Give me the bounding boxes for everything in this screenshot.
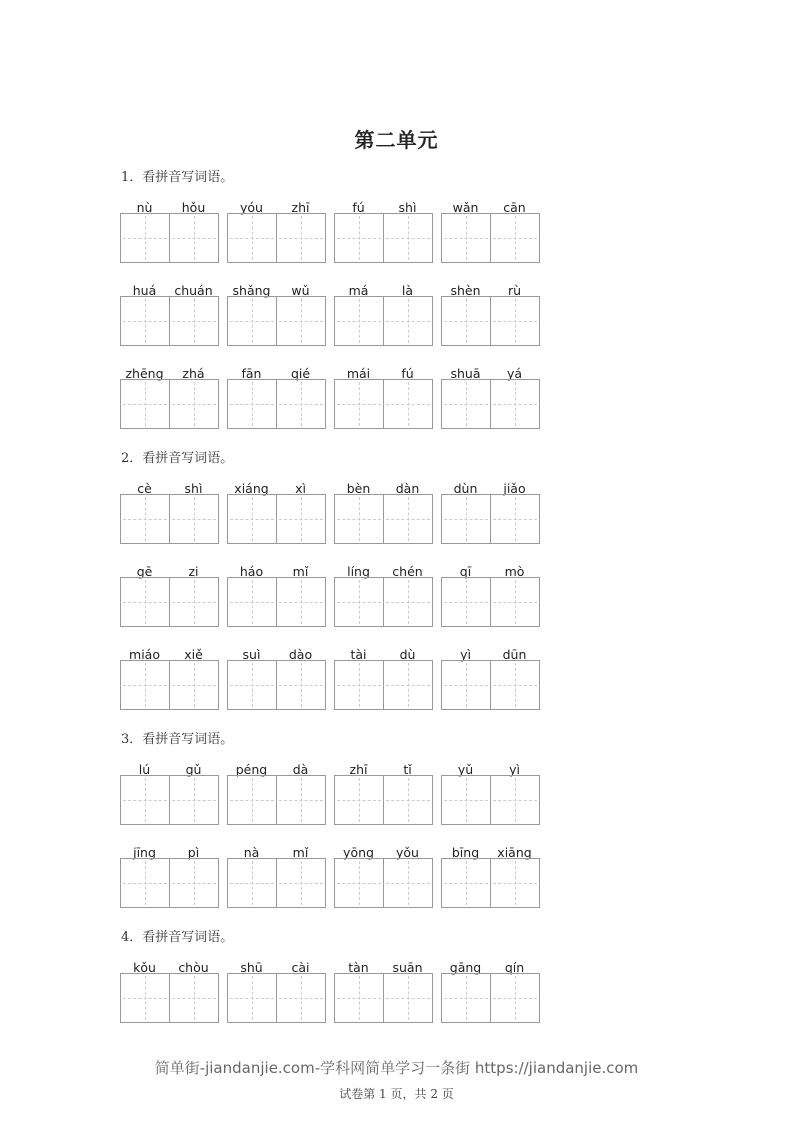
pinyin-label: hǒu: [181, 200, 206, 215]
writing-grid: [441, 660, 540, 710]
pinyin-label: dào: [288, 647, 313, 662]
writing-grid: [334, 379, 433, 429]
tian-zi-ge-cell[interactable]: [228, 776, 276, 824]
writing-grid: [334, 973, 433, 1023]
pinyin-label: bèn: [346, 481, 371, 496]
tian-zi-ge-cell[interactable]: [335, 297, 383, 345]
tian-zi-ge-cell[interactable]: [276, 859, 325, 907]
word-group: [227, 845, 325, 907]
tian-zi-ge-cell[interactable]: [335, 380, 383, 428]
word-group: [227, 960, 325, 1022]
tian-zi-ge-cell[interactable]: [169, 297, 218, 345]
tian-zi-ge-cell[interactable]: [169, 214, 218, 262]
pinyin-row: [120, 481, 540, 543]
word-group: [120, 960, 218, 1022]
pinyin-label: mǐ: [292, 845, 309, 860]
word-group: [441, 647, 539, 709]
word-group: [441, 200, 539, 262]
tian-zi-ge-cell[interactable]: [169, 578, 218, 626]
writing-grid: [441, 296, 540, 346]
writing-grid: [227, 296, 326, 346]
tian-zi-ge-cell[interactable]: [169, 661, 218, 709]
pinyin-label: yì: [509, 762, 520, 777]
tian-zi-ge-cell[interactable]: [383, 297, 432, 345]
tian-zi-ge-cell[interactable]: [276, 495, 325, 543]
tian-zi-ge-cell[interactable]: [121, 380, 169, 428]
tian-zi-ge-cell[interactable]: [121, 495, 169, 543]
writing-grid: [441, 213, 540, 263]
pinyin-label: zhá: [182, 366, 205, 381]
writing-grid: [227, 494, 326, 544]
pinyin-label: huá: [132, 283, 157, 298]
pinyin-label: yá: [506, 366, 523, 381]
word-group: [227, 564, 325, 626]
writing-grid: [441, 775, 540, 825]
pinyin-label: xiáng: [234, 481, 269, 496]
word-group: [120, 762, 218, 824]
writing-grid: [334, 296, 433, 346]
writing-grid: [334, 494, 433, 544]
tian-zi-ge-cell[interactable]: [383, 661, 432, 709]
tian-zi-ge-cell[interactable]: [383, 214, 432, 262]
word-group: [334, 283, 432, 345]
tian-zi-ge-cell[interactable]: [490, 578, 539, 626]
writing-grid: [227, 775, 326, 825]
writing-grid: [334, 213, 433, 263]
word-group: [441, 845, 539, 907]
tian-zi-ge-cell[interactable]: [228, 974, 276, 1022]
writing-grid: [227, 577, 326, 627]
tian-zi-ge-cell[interactable]: [335, 859, 383, 907]
tian-zi-ge-cell[interactable]: [276, 297, 325, 345]
tian-zi-ge-cell[interactable]: [276, 578, 325, 626]
tian-zi-ge-cell[interactable]: [276, 214, 325, 262]
writing-grid: [441, 494, 540, 544]
writing-grid: [334, 577, 433, 627]
pinyin-label: zhī: [291, 200, 310, 215]
pinyin-label: cè: [137, 481, 152, 496]
tian-zi-ge-cell[interactable]: [121, 974, 169, 1022]
pinyin-label: dūn: [502, 647, 527, 662]
word-group: [441, 564, 539, 626]
pinyin-label: shì: [398, 200, 417, 215]
pinyin-row: [120, 366, 540, 428]
pinyin-label: fú: [352, 200, 365, 215]
writing-grid: [120, 379, 219, 429]
word-group: [227, 647, 325, 709]
writing-grid: [227, 213, 326, 263]
pinyin-label: qié: [290, 366, 311, 381]
writing-grid: [120, 858, 219, 908]
word-group: [227, 366, 325, 428]
tian-zi-ge-cell[interactable]: [228, 661, 276, 709]
watermark: 简单街-jiandanjie.com-学科网简单学习一条街 https://jiandanjie.com: [154, 1059, 639, 1077]
tian-zi-ge-cell[interactable]: [383, 578, 432, 626]
pinyin-label: tài: [350, 647, 367, 662]
pinyin-label: shū: [240, 960, 263, 975]
pinyin-label: pì: [187, 845, 200, 860]
pinyin-label: fān: [241, 366, 262, 381]
pinyin-label: yǔ: [457, 762, 474, 777]
section-heading: 3．看拼音写词语。: [121, 732, 234, 747]
pinyin-label: shuā: [450, 366, 481, 381]
tian-zi-ge-cell[interactable]: [442, 974, 490, 1022]
tian-zi-ge-cell[interactable]: [442, 776, 490, 824]
word-group: [334, 564, 432, 626]
pinyin-label: shì: [184, 481, 203, 496]
word-group: [441, 762, 539, 824]
pinyin-label: xì: [295, 481, 306, 496]
pinyin-label: dàn: [395, 481, 420, 496]
page-title: 第二单元: [354, 128, 439, 152]
word-group: [120, 366, 218, 428]
pinyin-label: fú: [401, 366, 414, 381]
tian-zi-ge-cell[interactable]: [169, 495, 218, 543]
tian-zi-ge-cell[interactable]: [335, 776, 383, 824]
pinyin-label: chén: [392, 564, 423, 579]
pinyin-label: mǐ: [292, 564, 309, 579]
pinyin-label: yì: [460, 647, 471, 662]
pinyin-label: jiǎo: [503, 481, 526, 496]
word-group: [227, 200, 325, 262]
tian-zi-ge-cell[interactable]: [121, 297, 169, 345]
tian-zi-ge-cell[interactable]: [121, 214, 169, 262]
writing-grid: [227, 379, 326, 429]
tian-zi-ge-cell[interactable]: [335, 495, 383, 543]
tian-zi-ge-cell[interactable]: [490, 859, 539, 907]
tian-zi-ge-cell[interactable]: [335, 661, 383, 709]
pinyin-label: nà: [243, 845, 260, 860]
tian-zi-ge-cell[interactable]: [228, 578, 276, 626]
writing-grid: [441, 577, 540, 627]
tian-zi-ge-cell[interactable]: [442, 297, 490, 345]
tian-zi-ge-cell[interactable]: [490, 380, 539, 428]
pinyin-label: péng: [235, 762, 268, 777]
word-group: [334, 762, 432, 824]
pinyin-row: [120, 960, 540, 1022]
pinyin-row: [120, 564, 540, 626]
pinyin-label: qín: [504, 960, 525, 975]
pinyin-label: chòu: [178, 960, 209, 975]
tian-zi-ge-cell[interactable]: [490, 974, 539, 1022]
pinyin-label: nù: [136, 200, 153, 215]
tian-zi-ge-cell[interactable]: [442, 380, 490, 428]
pinyin-label: suì: [242, 647, 261, 662]
writing-grid: [120, 213, 219, 263]
writing-grid: [441, 858, 540, 908]
pinyin-label: là: [401, 283, 414, 298]
writing-grid: [120, 577, 219, 627]
tian-zi-ge-cell[interactable]: [442, 495, 490, 543]
writing-grid: [120, 775, 219, 825]
pinyin-label: miáo: [129, 647, 160, 662]
word-group: [441, 366, 539, 428]
pinyin-label: líng: [347, 564, 370, 579]
word-group: [120, 283, 218, 345]
pinyin-label: bīng: [451, 845, 480, 860]
tian-zi-ge-cell[interactable]: [121, 859, 169, 907]
tian-zi-ge-cell[interactable]: [442, 578, 490, 626]
pinyin-label: háo: [239, 564, 264, 579]
pinyin-label: dùn: [453, 481, 478, 496]
pinyin-row: [120, 200, 540, 262]
word-group: [334, 366, 432, 428]
tian-zi-ge-cell[interactable]: [383, 495, 432, 543]
pinyin-label: gē: [136, 564, 153, 579]
tian-zi-ge-cell[interactable]: [383, 776, 432, 824]
word-group: [441, 960, 539, 1022]
tian-zi-ge-cell[interactable]: [121, 578, 169, 626]
pinyin-label: rù: [507, 283, 522, 298]
pinyin-label: xiāng: [497, 845, 532, 860]
section-heading: 1．看拼音写词语。: [121, 170, 234, 185]
tian-zi-ge-cell[interactable]: [335, 974, 383, 1022]
writing-grid: [227, 858, 326, 908]
writing-grid: [334, 775, 433, 825]
writing-grid: [120, 660, 219, 710]
word-group: [334, 960, 432, 1022]
tian-zi-ge-cell[interactable]: [276, 380, 325, 428]
pinyin-label: kǒu: [133, 960, 156, 975]
pinyin-label: tǐ: [403, 762, 412, 777]
word-group: [334, 845, 432, 907]
writing-grid: [334, 660, 433, 710]
tian-zi-ge-cell[interactable]: [442, 214, 490, 262]
tian-zi-ge-cell[interactable]: [335, 578, 383, 626]
pinyin-label: mò: [504, 564, 525, 579]
pinyin-label: gǔ: [185, 762, 202, 777]
writing-grid: [120, 296, 219, 346]
tian-zi-ge-cell[interactable]: [442, 859, 490, 907]
pinyin-label: cài: [291, 960, 310, 975]
pinyin-label: chuán: [174, 283, 213, 298]
pinyin-label: gāng: [449, 960, 482, 975]
word-group: [120, 200, 218, 262]
page-footer: 试卷第 1 页，共 2 页: [339, 1087, 454, 1101]
tian-zi-ge-cell[interactable]: [228, 380, 276, 428]
word-group: [227, 481, 325, 543]
word-group: [120, 845, 218, 907]
word-group: [441, 481, 539, 543]
pinyin-label: má: [348, 283, 369, 298]
tian-zi-ge-cell[interactable]: [276, 776, 325, 824]
writing-grid: [120, 494, 219, 544]
pinyin-label: mái: [346, 366, 371, 381]
tian-zi-ge-cell[interactable]: [490, 495, 539, 543]
pinyin-label: cān: [503, 200, 526, 215]
word-group: [334, 647, 432, 709]
section-heading: 2．看拼音写词语。: [121, 451, 234, 466]
writing-grid: [441, 379, 540, 429]
tian-zi-ge-cell[interactable]: [383, 380, 432, 428]
tian-zi-ge-cell[interactable]: [276, 974, 325, 1022]
word-group: [441, 283, 539, 345]
pinyin-label: shǎng: [232, 283, 271, 298]
pinyin-label: yōng: [343, 845, 374, 860]
tian-zi-ge-cell[interactable]: [383, 974, 432, 1022]
tian-zi-ge-cell[interactable]: [490, 297, 539, 345]
tian-zi-ge-cell[interactable]: [169, 974, 218, 1022]
writing-grid: [227, 660, 326, 710]
pinyin-label: zhēng: [125, 366, 164, 381]
tian-zi-ge-cell[interactable]: [228, 214, 276, 262]
tian-zi-ge-cell[interactable]: [121, 776, 169, 824]
pinyin-row: [120, 283, 540, 345]
pinyin-label: shèn: [450, 283, 481, 298]
tian-zi-ge-cell[interactable]: [228, 859, 276, 907]
pinyin-label: zi: [188, 564, 199, 579]
word-group: [227, 762, 325, 824]
writing-grid: [120, 973, 219, 1023]
word-group: [227, 283, 325, 345]
pinyin-row: [120, 762, 540, 824]
section-heading: 4．看拼音写词语。: [121, 930, 234, 945]
pinyin-label: wǔ: [291, 283, 310, 298]
pinyin-label: xiě: [184, 647, 203, 662]
pinyin-label: wǎn: [452, 200, 479, 215]
tian-zi-ge-cell[interactable]: [490, 776, 539, 824]
tian-zi-ge-cell[interactable]: [228, 495, 276, 543]
tian-zi-ge-cell[interactable]: [121, 661, 169, 709]
pinyin-row: [120, 647, 540, 709]
pinyin-row: [120, 845, 540, 907]
pinyin-label: lú: [138, 762, 151, 777]
writing-grid: [441, 973, 540, 1023]
word-group: [120, 481, 218, 543]
tian-zi-ge-cell[interactable]: [383, 859, 432, 907]
tian-zi-ge-cell[interactable]: [490, 661, 539, 709]
pinyin-label: dà: [292, 762, 309, 777]
pinyin-label: yóu: [240, 200, 263, 215]
tian-zi-ge-cell[interactable]: [169, 859, 218, 907]
pinyin-label: zhī: [349, 762, 368, 777]
pinyin-label: dù: [399, 647, 416, 662]
writing-grid: [334, 858, 433, 908]
tian-zi-ge-cell[interactable]: [335, 214, 383, 262]
pinyin-label: qī: [459, 564, 472, 579]
writing-grid: [227, 973, 326, 1023]
word-group: [120, 647, 218, 709]
word-group: [334, 481, 432, 543]
word-group: [120, 564, 218, 626]
tian-zi-ge-cell[interactable]: [169, 380, 218, 428]
pinyin-label: jīng: [133, 845, 156, 860]
tian-zi-ge-cell[interactable]: [490, 214, 539, 262]
pinyin-label: yǒu: [396, 845, 419, 860]
tian-zi-ge-cell[interactable]: [228, 297, 276, 345]
tian-zi-ge-cell[interactable]: [276, 661, 325, 709]
pinyin-label: tàn: [348, 960, 369, 975]
tian-zi-ge-cell[interactable]: [442, 661, 490, 709]
tian-zi-ge-cell[interactable]: [169, 776, 218, 824]
word-group: [334, 200, 432, 262]
pinyin-label: suān: [392, 960, 423, 975]
